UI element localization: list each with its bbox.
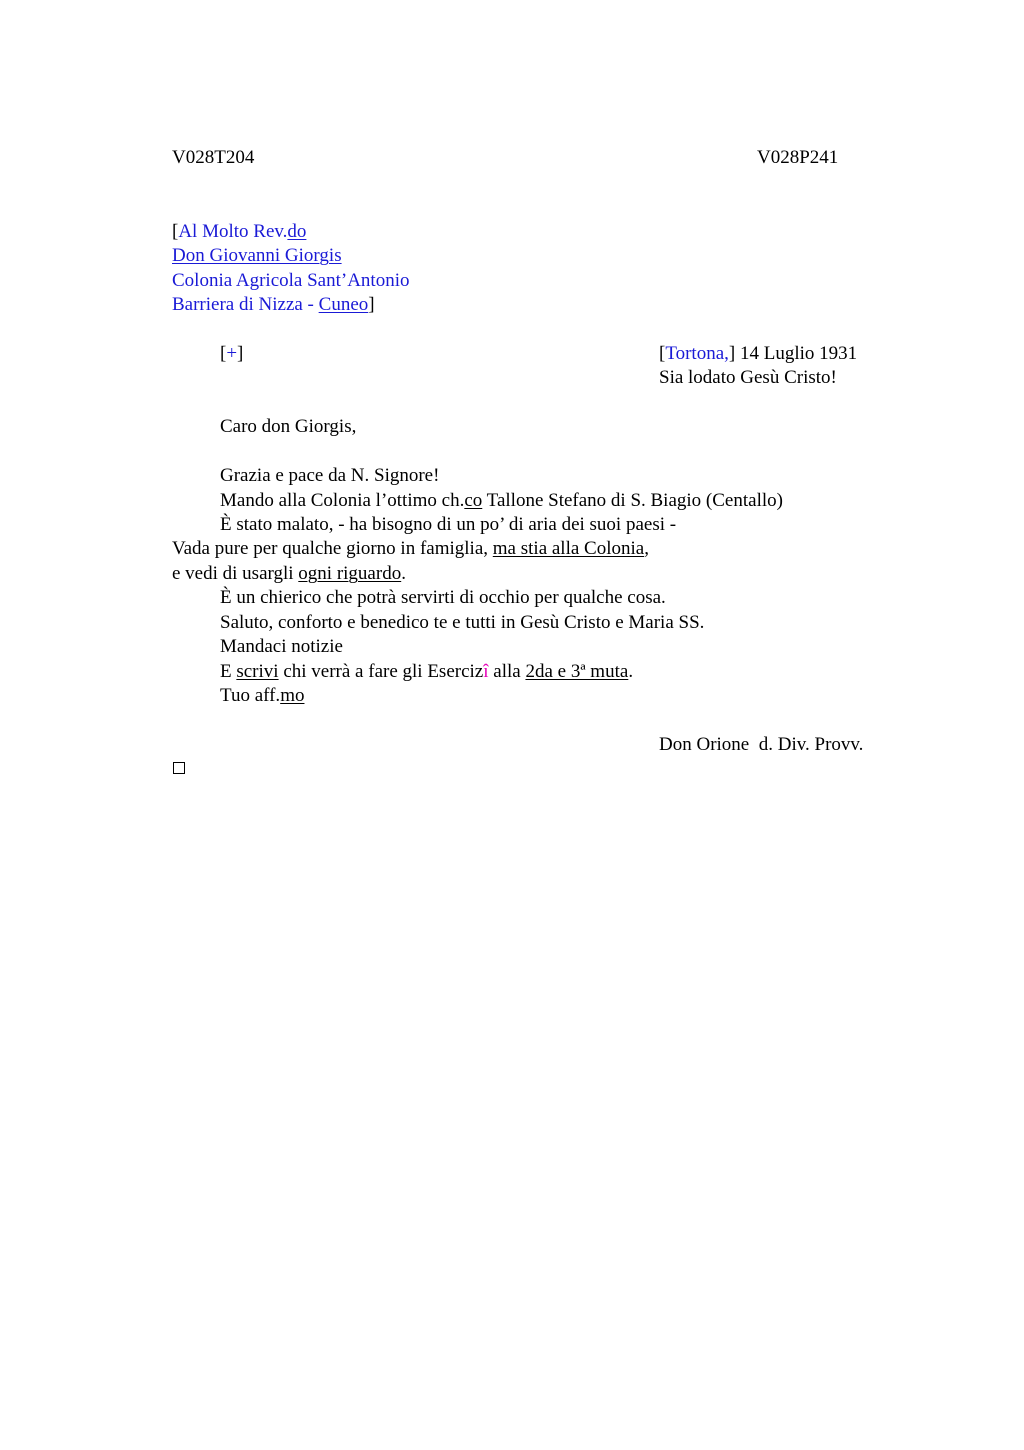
body-line-9-g: . <box>628 661 634 682</box>
closing-text: Tuo aff. <box>220 685 281 706</box>
body-line-5-underlined: ogni riguardo <box>298 563 402 584</box>
greeting-line: Sia lodato Gesù Cristo! <box>659 367 837 388</box>
body-line-5-a: e vedi di usargli <box>172 563 299 584</box>
body-line-9-underlined: scrivi <box>236 661 279 682</box>
address-title: Al Molto Rev. <box>178 221 288 242</box>
body-line-9 <box>220 660 633 684</box>
body-line-1: Grazia e pace da N. Signore! <box>220 465 440 486</box>
body-line-3: È stato malato, - ha bisogno di un po’ di aria dei suoi paesi - <box>220 514 677 535</box>
cross-bracket-close: ] <box>237 343 244 364</box>
dateline-bracket-open: [ <box>659 343 666 364</box>
bracket-close: ] <box>368 294 375 315</box>
address-city: Cuneo <box>318 294 369 315</box>
body-line-5-c: . <box>401 563 406 584</box>
cross-bracket-open: [ <box>220 343 227 364</box>
dateline-date: 14 Luglio 1931 <box>735 343 858 364</box>
body-line-2-abbrev: co <box>464 490 483 511</box>
body-line-4 <box>172 537 649 561</box>
body-line-4-a: Vada pure per qualche giorno in famiglia, <box>172 538 493 559</box>
dateline-bracket-close: ] <box>728 343 736 364</box>
address-recipient: Don Giovanni Giorgis <box>172 245 342 266</box>
body-line-4-underlined: ma stia alla Colonia <box>492 538 645 559</box>
address-title-abbrev: do <box>287 221 307 242</box>
document-code-left: V028T204 <box>172 147 255 168</box>
body-line-7: Saluto, conforto e benedico te e tutti in Gesù Cristo e Maria SS. <box>220 612 705 633</box>
address-institution: Colonia Agricola Sant’Antonio <box>172 270 410 291</box>
signature: Don Orione d. Div. Provv. <box>659 734 864 755</box>
dateline-place: Tortona, <box>665 343 729 364</box>
body-line-9-e: alla <box>488 661 526 682</box>
address-locality: Barriera di Nizza - <box>172 294 319 315</box>
address-line-1 <box>172 220 306 244</box>
body-line-10 <box>220 684 304 708</box>
body-line-9-c: chi verrà a fare gli Eserciz <box>278 661 484 682</box>
cross-mark <box>220 342 243 366</box>
body-line-9-underlined-2: 2da e 3ª muta <box>525 661 629 682</box>
address-line-4 <box>172 293 375 317</box>
body-line-2 <box>220 489 783 513</box>
document-code-right: V028P241 <box>757 147 839 168</box>
body-line-5 <box>172 562 406 586</box>
body-line-2-c: Tallone Stefano di S. Biagio (Centallo) <box>482 490 783 511</box>
body-line-6: È un chierico che potrà servirti di occhio per qualche cosa. <box>220 587 666 608</box>
bracket-open: [ <box>172 221 179 242</box>
body-line-9-a: E <box>220 661 237 682</box>
dateline <box>659 342 857 366</box>
body-line-9-accent: î <box>483 661 489 682</box>
body-line-8: Mandaci notizie <box>220 636 343 657</box>
cross-sign: + <box>226 343 238 364</box>
end-marker-box <box>173 762 185 774</box>
body-line-4-c: , <box>644 538 649 559</box>
body-line-2-a: Mando alla Colonia l’ottimo ch. <box>220 490 465 511</box>
closing-abbrev: mo <box>280 685 305 706</box>
salutation: Caro don Giorgis, <box>220 416 357 437</box>
